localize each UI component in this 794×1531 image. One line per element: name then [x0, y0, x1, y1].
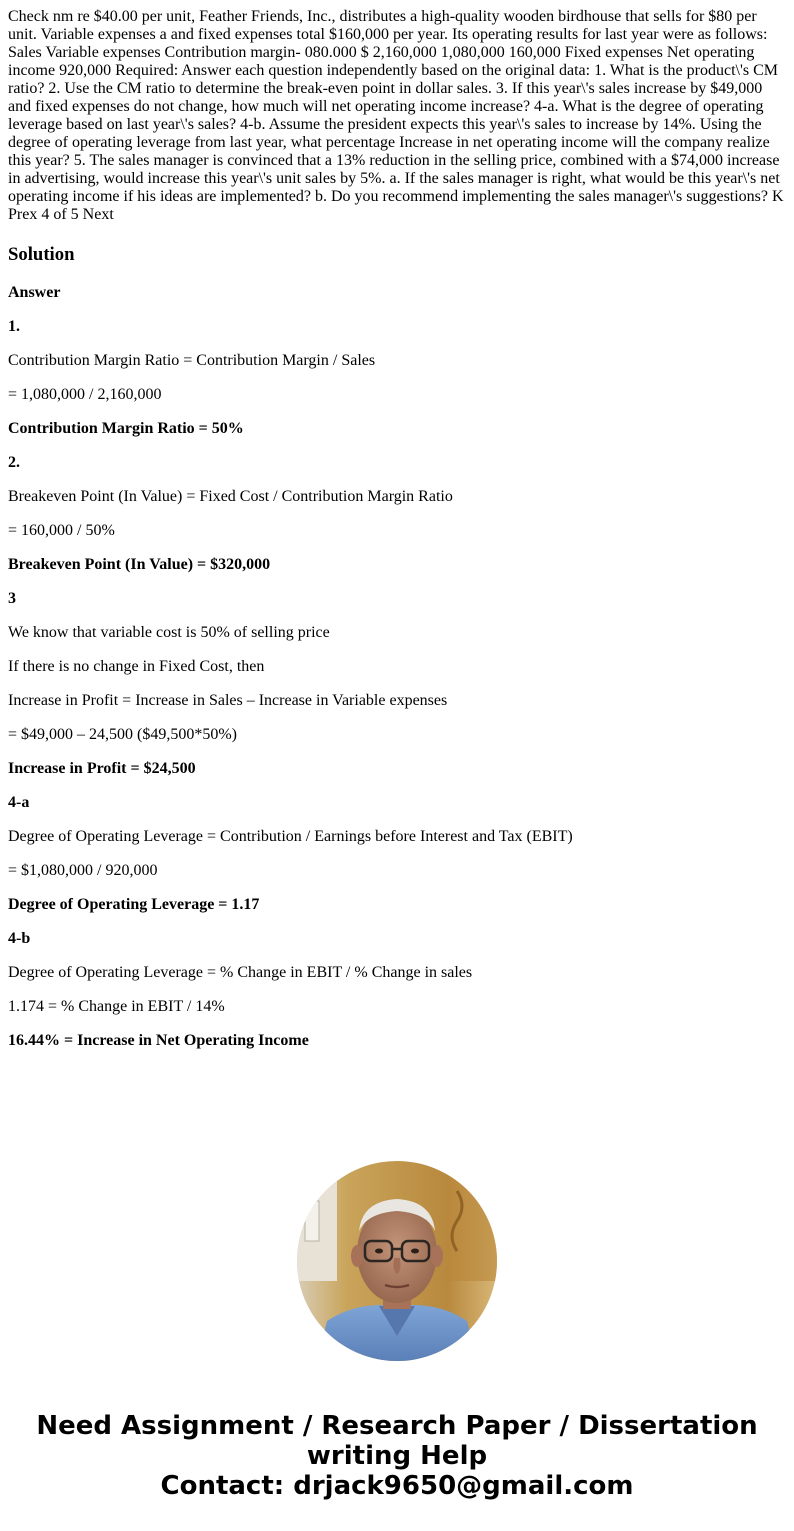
- solution-line-bold: Contribution Margin Ratio = 50%: [8, 420, 244, 437]
- solution-line: We know that variable cost is 50% of selling price: [8, 624, 330, 641]
- footer-contact: Contact: drjack9650@gmail.com: [160, 1471, 634, 1501]
- solution-line-bold: 16.44% = Increase in Net Operating Income: [8, 1032, 309, 1049]
- solution-line: = 1,080,000 / 2,160,000: [8, 386, 162, 403]
- solution-line-bold: Answer: [8, 284, 61, 301]
- solution-line-bold: 3: [8, 590, 16, 607]
- solution-body: [8, 284, 786, 1050]
- solution-line: = $1,080,000 / 920,000: [8, 862, 158, 879]
- author-avatar: [297, 1161, 497, 1361]
- footer-line-1: Need Assignment / Research Paper / Dissertation: [36, 1411, 758, 1441]
- solution-line: Degree of Operating Leverage = Contribution / Earnings before Interest and Tax (EBIT): [8, 828, 573, 845]
- solution-line-bold: 1.: [8, 318, 20, 335]
- solution-line-bold: Breakeven Point (In Value) = $320,000: [8, 556, 271, 573]
- solution-line: Increase in Profit = Increase in Sales – Increase in Variable expenses: [8, 692, 448, 709]
- solution-line: Degree of Operating Leverage = % Change in EBIT / % Change in sales: [8, 964, 473, 981]
- footer-banner: [0, 1411, 794, 1501]
- solution-line-bold: 4-a: [8, 794, 30, 811]
- solution-line: Breakeven Point (In Value) = Fixed Cost / Contribution Margin Ratio: [8, 488, 453, 505]
- author-portrait-icon: [297, 1161, 497, 1361]
- solution-line: = 160,000 / 50%: [8, 522, 115, 539]
- solution-line: Contribution Margin Ratio = Contribution Margin / Sales: [8, 352, 376, 369]
- solution-line-bold: 2.: [8, 454, 20, 471]
- footer-line-2: writing Help: [306, 1441, 488, 1471]
- solution-line: = $49,000 – 24,500 ($49,500*50%): [8, 726, 238, 743]
- solution-line: 1.174 = % Change in EBIT / 14%: [8, 998, 225, 1015]
- solution-heading: Solution: [8, 244, 75, 265]
- solution-line-bold: 4-b: [8, 930, 31, 947]
- solution-line-bold: Increase in Profit = $24,500: [8, 760, 196, 777]
- question-text: Check nm re $40.00 per unit, Feather Friends, Inc., distributes a high-quality wooden birdhouse that sells for $80 per unit. Variable expenses a and fixed expenses total $160,000 per year. Its operating results for last year were as follows: Sales Variable expenses Contribution margin- 080.000 $ 2,160,000 1,080,000 160,000 Fixed expenses Net operating income 920,000 Required: Answer each question independently based on the original data: 1. What is the product\'s CM ratio? 2. Use the CM ratio to determine the break-even point in dollar sales. 3. If this year\'s sales increase by $49,000 and fixed expenses do not change, how much will net operating income increase? 4-a. What is the degree of operating leverage based on last year\'s sales? 4-b. Assume the president expects this year\'s sales to increase by 14%. Using the degree of operating leverage from last year, what percentage Increase in net operating income will the company realize this year? 5. The sales manager is convinced that a 13% reduction in the selling price, combined with a $74,000 increase in advertising, would increase this year\'s unit sales by 5%. a. If the sales manager is right, what would be this year\'s net operating income if his ideas are implemented? b. Do you recommend implementing the sales manager\'s suggestions? K Prex 4 of 5 Next: [8, 8, 784, 223]
- solution-line-bold: Degree of Operating Leverage = 1.17: [8, 896, 260, 913]
- solution-line: If there is no change in Fixed Cost, then: [8, 658, 265, 675]
- document-page: [0, 8, 794, 1050]
